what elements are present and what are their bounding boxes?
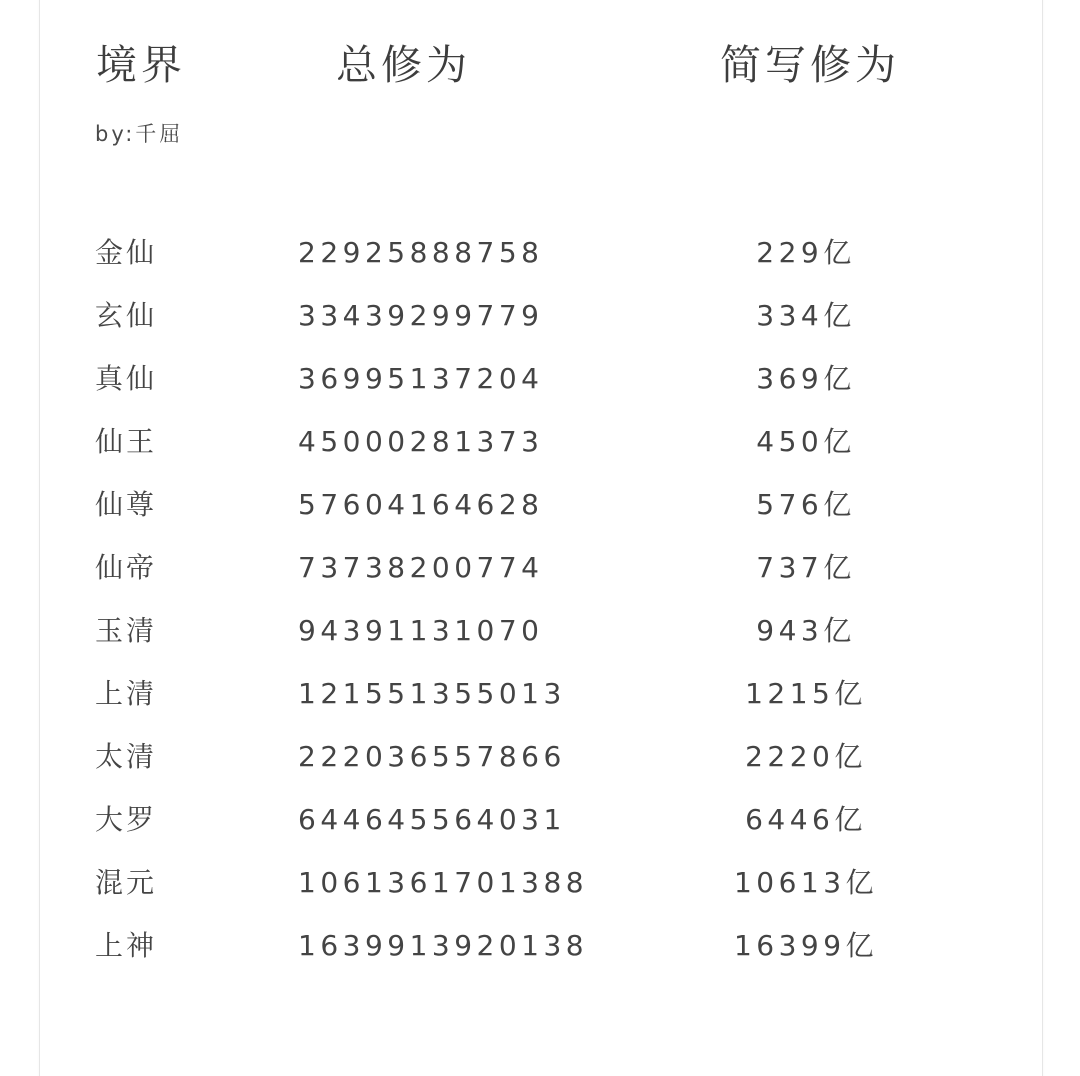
- header-realm: 境界: [96, 41, 186, 89]
- total-cultivation: 45000281373: [298, 425, 544, 458]
- table-row: [0, 611, 1080, 674]
- realm-name: 太清: [95, 740, 158, 773]
- total-cultivation: 22925888758: [298, 236, 544, 269]
- realm-name: 玉清: [95, 614, 158, 647]
- table-row: [0, 674, 1080, 737]
- realm-name: 玄仙: [95, 299, 158, 332]
- realm-name: 真仙: [95, 362, 158, 395]
- short-cultivation: 943亿: [756, 614, 856, 647]
- total-cultivation: 222036557866: [298, 740, 566, 773]
- short-cultivation: 6446亿: [745, 803, 867, 836]
- total-cultivation: 57604164628: [298, 488, 544, 521]
- realm-name: 仙帝: [95, 551, 158, 584]
- short-cultivation: 450亿: [756, 425, 856, 458]
- table-row: [0, 296, 1080, 359]
- realm-name: 仙尊: [95, 488, 158, 521]
- header-total-cultivation: 总修为: [336, 41, 471, 89]
- short-cultivation: 369亿: [756, 362, 856, 395]
- short-cultivation: 334亿: [756, 299, 856, 332]
- table-row: [0, 359, 1080, 422]
- total-cultivation: 644645564031: [298, 803, 566, 836]
- total-cultivation: 36995137204: [298, 362, 544, 395]
- realm-name: 仙王: [95, 425, 158, 458]
- total-cultivation: 1639913920138: [298, 929, 589, 962]
- short-cultivation: 1215亿: [745, 677, 867, 710]
- table-row: [0, 233, 1080, 296]
- header-short-cultivation: 简写修为: [720, 41, 900, 89]
- author-byline: by:千屈: [95, 122, 184, 146]
- short-cultivation: 16399亿: [733, 929, 879, 962]
- table-row: [0, 737, 1080, 800]
- short-cultivation: 576亿: [756, 488, 856, 521]
- table-row: [0, 548, 1080, 611]
- total-cultivation: 121551355013: [298, 677, 566, 710]
- short-cultivation: 2220亿: [745, 740, 867, 773]
- realm-name: 上神: [95, 929, 158, 962]
- short-cultivation: 229亿: [756, 236, 856, 269]
- short-cultivation: 737亿: [756, 551, 856, 584]
- table-row: [0, 422, 1080, 485]
- realm-table: [0, 233, 1080, 989]
- realm-name: 大罗: [95, 803, 158, 836]
- short-cultivation: 10613亿: [733, 866, 879, 899]
- total-cultivation: 1061361701388: [298, 866, 589, 899]
- total-cultivation: 33439299779: [298, 299, 544, 332]
- realm-name: 上清: [95, 677, 158, 710]
- total-cultivation: 94391131070: [298, 614, 544, 647]
- total-cultivation: 73738200774: [298, 551, 544, 584]
- table-row: [0, 485, 1080, 548]
- realm-name: 金仙: [95, 236, 158, 269]
- table-row: [0, 800, 1080, 863]
- table-row: [0, 926, 1080, 989]
- realm-name: 混元: [95, 866, 158, 899]
- table-row: [0, 863, 1080, 926]
